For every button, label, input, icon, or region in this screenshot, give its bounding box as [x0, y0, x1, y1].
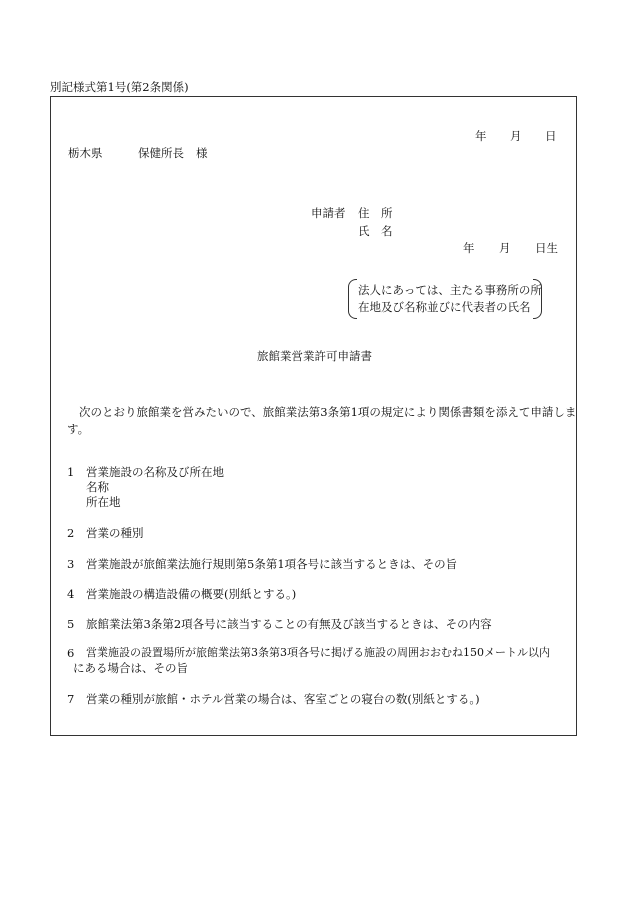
item-2-number: 2: [67, 526, 75, 540]
item-4-number: 4: [67, 587, 75, 601]
item-5-number: 5: [67, 617, 75, 631]
addressee-title: 保健所長: [138, 146, 184, 160]
date-year-label: 年: [475, 129, 487, 143]
applicant-name-label: 氏 名: [358, 224, 393, 238]
corporate-note-line-2: 在地及び名称並びに代表者の氏名: [358, 300, 531, 314]
item-1-sub-name: 名称: [86, 480, 109, 494]
corporate-note: [348, 279, 542, 319]
item-4-text: 営業施設の構造設備の概要(別紙とする。): [86, 587, 297, 601]
applicant-address-label: 住 所: [358, 206, 393, 220]
item-6-text-continued: にある場合は、その旨: [73, 661, 188, 675]
date-day-label: 日: [545, 129, 557, 143]
corporate-note-line-1: 法人にあっては、主たる事務所の所: [358, 283, 542, 297]
item-1-number: 1: [67, 465, 75, 479]
item-1-sub-location: 所在地: [86, 495, 121, 509]
item-5-text: 旅館業法第3条第2項各号に該当することの有無及び該当するときは、その内容: [86, 617, 492, 631]
birth-month-label: 月: [499, 241, 511, 255]
body-text: 次のとおり旅館業を営みたいので、旅館業法第3条第1項の規定により関係書類を添えて申請します。: [67, 405, 577, 436]
date-month-label: 月: [510, 129, 522, 143]
item-3-number: 3: [67, 557, 75, 571]
item-7-text: 営業の種別が旅館・ホテル営業の場合は、客室ごとの寝台の数(別紙とする。): [86, 692, 480, 706]
item-7-number: 7: [67, 692, 75, 706]
item-6-number: 6: [67, 646, 75, 660]
item-3-text: 営業施設が旅館業法施行規則第5条第1項各号に該当するときは、その旨: [86, 557, 458, 571]
birth-year-label: 年: [463, 241, 475, 255]
birth-day-label: 日生: [535, 241, 558, 255]
form-number-label: 別記様式第1号(第2条関係): [50, 80, 189, 94]
item-2-text: 営業の種別: [86, 526, 144, 540]
item-1-text: 営業施設の名称及び所在地: [86, 465, 224, 479]
applicant-label: 申請者: [311, 206, 346, 220]
item-6-text: 営業施設の設置場所が旅館業法第3条第3項各号に掲げる施設の周囲おおむね150メートル以内: [86, 646, 550, 659]
document-title: 旅館業営業許可申請書: [257, 349, 372, 363]
addressee-honorific: 様: [196, 146, 208, 160]
addressee-prefecture: 栃木県: [68, 146, 103, 160]
